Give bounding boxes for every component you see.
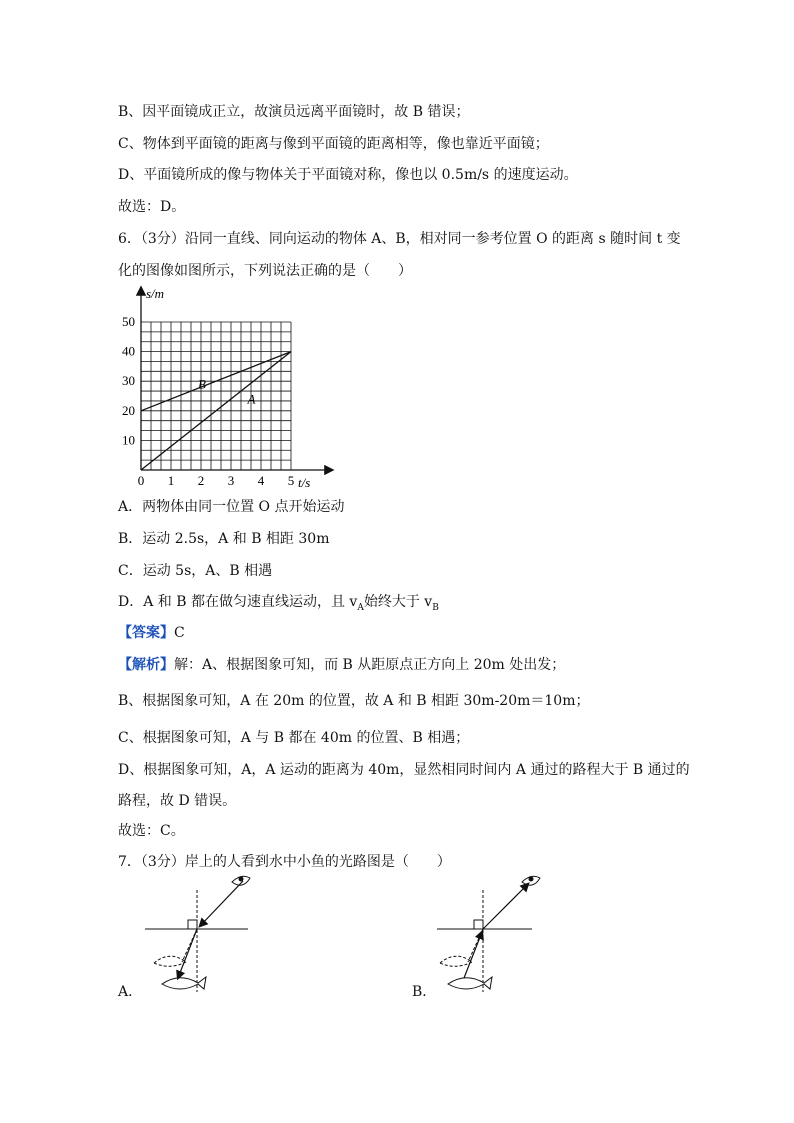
q6-analysis-line3: C、根据图象可知，A 与 B 都在 40m 的位置、B 相遇； <box>118 730 470 746</box>
pupil-icon <box>239 877 244 882</box>
x-tick-label: 3 <box>227 473 235 488</box>
q6-option-b: B．运动 2.5s，A 和 B 相距 30m <box>118 531 330 547</box>
y-tick-label: 30 <box>122 373 135 389</box>
light-ray-air <box>483 884 528 929</box>
y-axis-label: s/m <box>146 286 165 301</box>
light-ray-air <box>200 881 243 926</box>
pupil-icon <box>529 877 534 882</box>
fish-image-icon <box>440 956 472 966</box>
series-label-A: A <box>247 391 256 407</box>
x-tick-label: 4 <box>257 473 265 488</box>
series-label-B: B <box>198 376 206 392</box>
q6-analysis-line4: D、根据图象可知，A，A 运动的距离为 40m，显然相同时间内 A 通过的路程大于 B 通过的 <box>118 762 690 778</box>
q6-option-d-sub-b: B <box>432 602 439 613</box>
st-graph <box>108 280 348 492</box>
right-angle-mark <box>474 920 483 929</box>
q7-option-a-label: A． <box>118 984 143 1000</box>
y-tick-label: 50 <box>122 314 135 329</box>
x-tick-label: 2 <box>197 473 205 488</box>
q7-option-a-diagram <box>140 870 260 995</box>
answer-value: C <box>174 625 185 641</box>
q6-option-d-pre: D．A 和 B 都在做匀速直线运动，且 v <box>118 594 358 610</box>
prev-option-c: C、物体到平面镜的距离与像到平面镜的距离相等，像也靠近平面镜； <box>118 136 549 152</box>
virtual-ray <box>468 929 483 962</box>
q6-option-d-mid: 始终大于 v <box>363 594 433 610</box>
q6-stem-line2: 化的图像如图所示，下列说法正确的是（ ） <box>118 263 412 279</box>
q6-analysis-line1 <box>118 656 565 674</box>
q6-option-d-sub-a: A <box>357 602 364 613</box>
q7-stem: 7．（3分）岸上的人看到水中小鱼的光路图是（ ） <box>118 854 451 870</box>
x-tick-label: 1 <box>167 473 175 488</box>
x-tick-label: 0 <box>137 473 145 488</box>
q7-option-b-diagram <box>432 870 552 995</box>
virtual-ray <box>182 929 197 962</box>
y-tick-label: 20 <box>122 402 135 418</box>
analysis-label: 【解析】 <box>118 657 174 673</box>
y-tick-label: 10 <box>122 432 135 448</box>
q6-analysis-line5: 路程，故 D 错误。 <box>118 793 237 809</box>
chart-grid <box>141 322 291 470</box>
q7-option-b-label: B． <box>412 984 437 1000</box>
prev-option-d: D、平面镜所成的像与物体关于平面镜对称，像也以 0.5m/s 的速度运动。 <box>118 167 578 183</box>
y-tick-label: 40 <box>122 343 135 359</box>
x-tick-label: 5 <box>287 473 295 488</box>
x-axis-label: t/s <box>298 475 311 490</box>
q6-option-d <box>118 593 439 617</box>
fish-icon <box>448 977 492 989</box>
q6-option-c: C．运动 5s，A、B 相遇 <box>118 563 273 579</box>
q6-answer <box>118 624 185 642</box>
answer-label: 【答案】 <box>118 625 174 641</box>
light-ray-water <box>464 932 482 978</box>
prev-option-b: B、因平面镜成正立，故演员远离平面镜时，故 B 错误； <box>118 104 470 120</box>
q6-stem-line1: 6．（3分）沿同一直线、同向运动的物体 A、B，相对同一参考位置 O 的距离 s 随时间 t 变 <box>118 231 681 247</box>
right-angle-mark <box>188 920 197 929</box>
q6-analysis-line2: B、根据图象可知，A 在 20m 的位置，故 A 和 B 相距 30m-20m＝10m； <box>118 693 590 709</box>
fish-image-icon <box>154 956 186 966</box>
prev-conclusion: 故选：D。 <box>118 199 186 215</box>
q6-conclusion: 故选：C。 <box>118 823 185 839</box>
fish-icon <box>162 977 206 989</box>
q6-option-a: A．两物体由同一位置 O 点开始运动 <box>118 499 345 515</box>
analysis-text-1: 解：A、根据图象可知，而 B 从距原点正方向上 20m 处出发； <box>174 657 566 673</box>
